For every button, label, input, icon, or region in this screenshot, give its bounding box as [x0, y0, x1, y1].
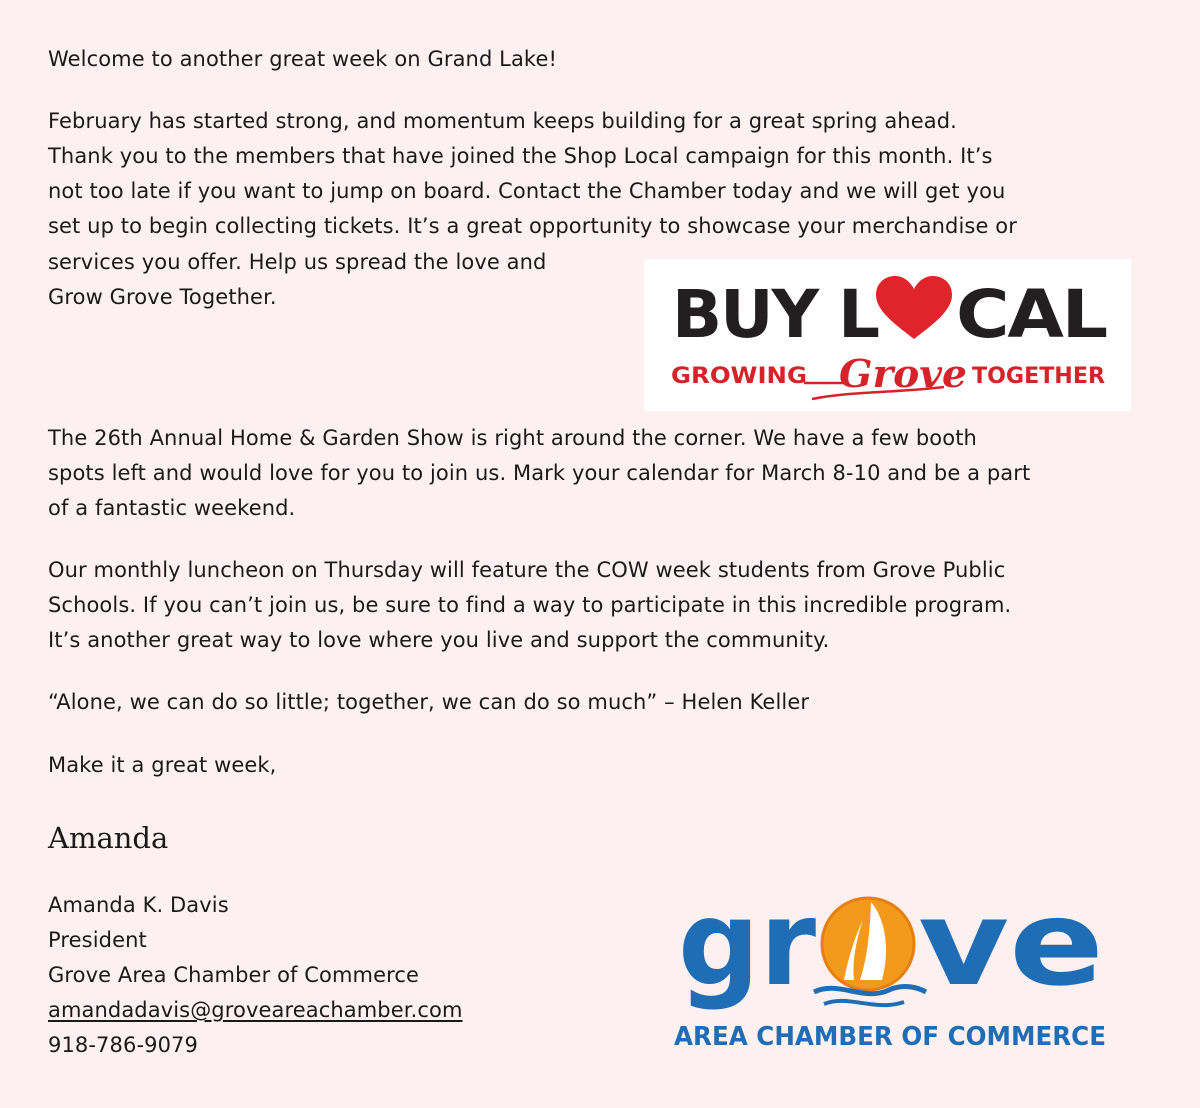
- buy-local-together-text: TOGETHER: [972, 364, 1106, 389]
- buy-local-grove-script: Grove: [839, 351, 967, 396]
- grove-chamber-logo: [664, 880, 1114, 1060]
- buy-local-text-right: CAL: [956, 276, 1108, 353]
- email-link[interactable]: amandadavis@groveareachamber.com: [48, 998, 463, 1022]
- grove-wordmark-left: gr: [678, 880, 816, 1012]
- quote: “Alone, we can do so little; together, we can do so much” – Helen Keller: [48, 690, 810, 714]
- paragraph-shop-local-line-2: Thank you to the members that have joined the Shop Local campaign for this month. It’s: [48, 144, 993, 168]
- paragraph-shop-local-line-5: services you offer. Help us spread the love and: [48, 250, 547, 274]
- paragraph-home-garden-line-3: of a fantastic weekend.: [48, 496, 296, 520]
- contact-organization: Grove Area Chamber of Commerce: [48, 963, 420, 987]
- contact-email-line: [48, 993, 463, 1028]
- closing: Make it a great week,: [48, 753, 277, 777]
- buy-local-growing-text: GROWING: [671, 364, 807, 389]
- contact-name: Amanda K. Davis: [48, 893, 229, 917]
- paragraph-shop-local-line-1: February has started strong, and momentum keeps building for a great spring ahead.: [48, 109, 957, 133]
- paragraph-luncheon-line-1: Our monthly luncheon on Thursday will feature the COW week students from Grove Public: [48, 558, 1006, 582]
- paragraph-shop-local-line-3: not too late if you want to jump on board. Contact the Chamber today and we will get you: [48, 179, 1006, 203]
- signature: Amanda: [48, 821, 169, 855]
- grove-wordmark-right: ve: [918, 880, 1104, 1012]
- greeting: Welcome to another great week on Grand Lake!: [48, 47, 557, 71]
- sunset-sail-icon: [814, 898, 926, 1005]
- paragraph-home-garden-line-2: spots left and would love for you to join us. Mark your calendar for March 8-10 and be a part: [48, 461, 1031, 485]
- contact-title: President: [48, 928, 147, 952]
- contact-phone: 918-786-9079: [48, 1033, 198, 1057]
- heart-icon: [876, 276, 952, 339]
- buy-local-text-left: BUY L: [672, 276, 879, 353]
- paragraph-home-garden-line-1: The 26th Annual Home & Garden Show is right around the corner. We have a few booth: [48, 426, 977, 450]
- paragraph-shop-local-line-6: Grow Grove Together.: [48, 285, 277, 309]
- grove-subtitle: AREA CHAMBER OF COMMERCE: [674, 1022, 1106, 1052]
- paragraph-luncheon-line-3: It’s another great way to love where you live and support the community.: [48, 628, 830, 652]
- buy-local-logo: [644, 259, 1131, 411]
- paragraph-shop-local-line-4: set up to begin collecting tickets. It’s a great opportunity to showcase your merchandise or: [48, 214, 1017, 238]
- paragraph-luncheon-line-2: Schools. If you can’t join us, be sure to find a way to participate in this incredible program.: [48, 593, 1012, 617]
